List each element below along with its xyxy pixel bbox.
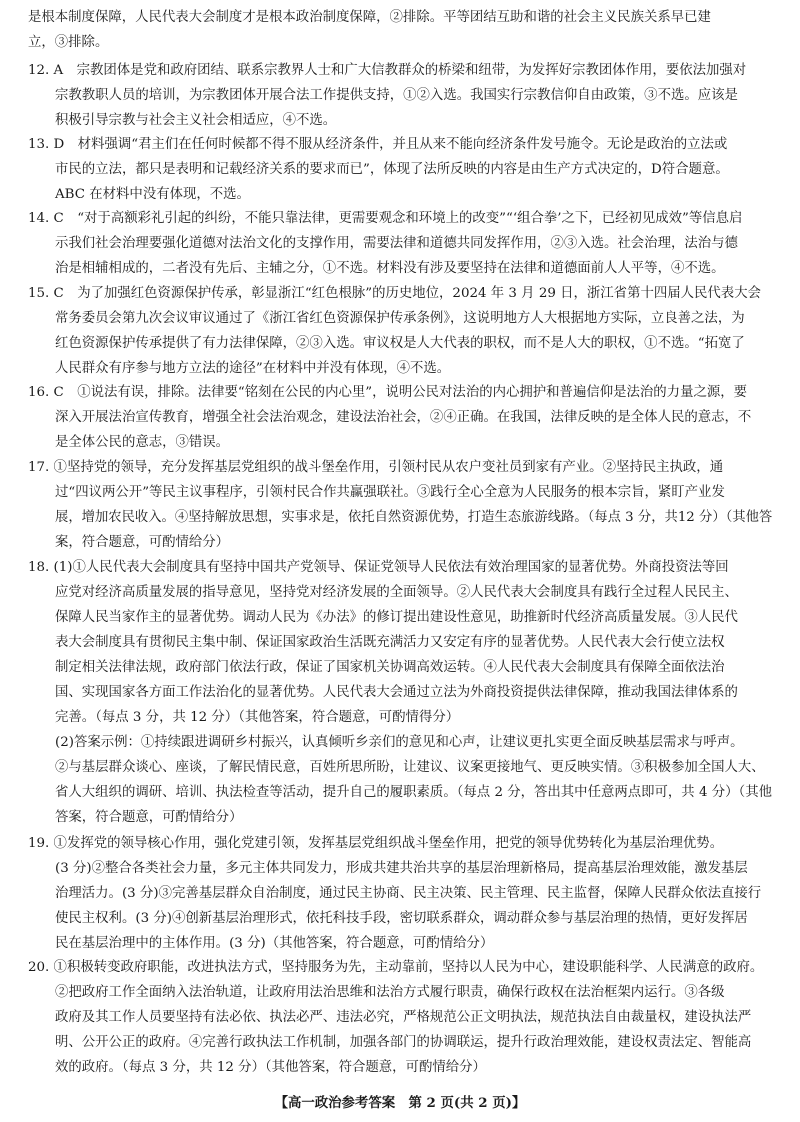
answer-line: 14. C “对于高额彩礼引起的纠纷，不能只靠法律，更需要观念和环境上的改变”“‘组合拳’之下，已经初见成效”等信息启 [28,211,743,226]
answer-line: 深入开展法治宣传教育，增强全社会法治观念，建设法治社会，②④正确。在我国，法律反映的是全体人民的意志，不 [55,410,752,425]
answer-line: 使民主权利。(3 分)④创新基层治理形式，依托科技手段，密切联系群众，调动群众参与基层治理的热情，更好发挥居 [55,911,748,926]
answer-line: 表大会制度具有贯彻民主集中制、保证国家政治生活既充满活力又安定有序的显著优势。人民代表大会行使立法权 [55,635,725,650]
answer-line: 20. ①积极转变政府职能，改进执法方式，坚持服务为先，主动靠前，坚持以人民为中心，建设职能科学、人民满意的政府。 [28,960,764,975]
answer-line: 16. C ①说法有误，排除。法律要“铭刻在公民的内心里”，说明公民对法治的内心拥护和普遍信仰是法治的力量之源，要 [28,385,748,400]
answer-line: 过“四议两公开”等民主议事程序，引领村民合作共赢强联社。③践行全心全意为人民服务的根本宗旨，紧盯产业发 [55,485,725,500]
answer-line: 完善。（每点 3 分，共 12 分）（其他答案，符合题意，可酌情得分） [55,710,460,725]
answer-line: 12. A 宗教团体是党和政府团结、联系宗教界人士和广大信教群众的桥梁和纽带，为发挥好宗教团体作用，要依法加强对 [28,63,747,78]
answer-line: 市民的立法，都只是表明和记载经济关系的要求而已”，体现了法所反映的内容是由生产方式决定的，D符合题意。 [55,162,729,177]
answer-line: 制定相关法律法规，政府部门依法行政，保证了国家机关协调高效运转。④人民代表大会制度具有保障全面依法治 [55,660,725,675]
answer-line: 18. (1)①人民代表大会制度具有坚持中国共产党领导、保证党领导人民依法有效治理国家的显著优势。外商投资法等回 [28,560,729,575]
answer-line: (3 分)②整合各类社会力量，多元主体共同发力，形成共建共治共享的基层治理新格局，提高基层治理效能，激发基层 [55,861,748,876]
answer-line: ②把政府工作全面纳入法治轨道，让政府用法治思维和法治方式履行职责，确保行政权在法治框架内运行。③各级 [55,985,725,1000]
text-line: 立，③排除。 [28,35,109,50]
answer-line: 15. C 为了加强红色资源保护传承，彰显浙江“红色根脉”的历史地位，2024 年 3 月 29 日，浙江省第十四届人民代表大会 [28,286,761,301]
answer-line: 效的政府。（每点 3 分，共 12 分）（其他答案，符合题意，可酌情给分） [55,1060,486,1075]
answer-line: 应党对经济高质量发展的指导意见，坚持党对经济发展的全面领导。②人民代表大会制度具有践行全过程人民民主、 [55,585,738,600]
answer-line: ②与基层群众谈心、座谈，了解民情民意，百姓所思所盼，让建议、议案更接地气、更反映实情。③积极参加全国人大、 [55,760,765,775]
answer-line: 治是相辅相成的，二者没有先后、主辅之分，①不选。材料没有涉及要坚持在法律和道德面前人人平等，④不选。 [55,261,725,276]
answer-line: 国、实现国家各方面工作法治化的显著优势。人民代表大会通过立法为外商投资提供法律保障，推动我国法律体系的 [55,685,738,700]
answer-line: 13. D 材料强调“君主们在任何时候都不得不服从经济条件，并且从来不能向经济条件发号施令。无论是政治的立法或 [28,137,728,152]
answer-line: 是全体公民的意志，③错误。 [55,435,230,450]
answer-line: 19. ①发挥党的领导核心作用，强化党建引领，发挥基层党组织战斗堡垒作用，把党的领导优势转化为基层治理优势。 [28,836,724,851]
answer-line: 17. ①坚持党的领导，充分发挥基层党组织的战斗堡垒作用，引领村民从农户变社员到家有产业。②坚持民主执政，通 [28,460,724,475]
answer-line: 展，增加农民收入。④坚持解放思想，实事求是，依托自然资源优势，打造生态旅游线路。（每点 3 分，共12 分）（其他答 [55,510,773,525]
answer-line: 积极引导宗教与社会主义社会相适应，④不选。 [55,113,337,128]
answer-line: 明、公开公正的政府。④完善行政执法工作机制，加强各部门的协调联运，提升行政治理效能，建设权责法定、智能高 [55,1035,752,1050]
answer-line: 民在基层治理中的主体作用。(3 分)（其他答案，符合题意，可酌情给分） [55,936,494,951]
answer-line: 宗教教职人员的培训，为宗教团体开展合法工作提供支持，①②入选。我国实行宗教信仰自由政策，③不选。应该是 [55,88,738,103]
answer-line: 政府及其工作人员要坚持有法必依、执法必严、违法必究，严格规范公正文明执法，规范执法自由裁量权，建设执法严 [55,1010,752,1025]
answer-line: 答案，符合题意，可酌情给分） [55,810,243,825]
answer-line: 案，符合题意，可酌情给分） [55,535,230,550]
answer-line: 常务委员会第九次会议审议通过了《浙江省红色资源保护传承条例》，这说明地方人大根据地方实际，立良善之法，为 [55,311,745,326]
answer-line: 红色资源保护传承提供了有力法律保障，②③入选。审议权是人大代表的职权，而不是人大的职权，①不选。“拓宽了 [55,336,745,351]
answer-line: 保障人民当家作主的显著优势。调动人民为《办法》的修订提出建设性意见，助推新时代经济高质量发展。③人民代 [55,610,738,625]
answer-line: 省人大组织的调研、培训、执法检查等活动，提升自己的履职素质。（每点 2 分，答出其中任意两点即可，共 4 分）（其他 [55,785,772,800]
page-footer: 【高一政治参考答案 第 2 页(共 2 页)】 [274,1095,526,1111]
answer-line: ABC 在材料中没有体现，不选。 [55,187,250,202]
answer-line: 示我们社会治理要强化道德对法治文化的支撑作用，需要法律和道德共同发挥作用，②③入选。社会治理，法治与德 [55,236,738,251]
answer-line: 人民群众有序参与地方立法的途径”在材料中并没有体现，④不选。 [55,361,451,376]
answer-line: (2)答案示例：①持续跟进调研乡村振兴，认真倾听乡亲们的意见和心声，让建议更扎实更全面反映基层需求与呼声。 [55,735,744,750]
answer-line: 治理活力。(3 分)③完善基层群众自治制度，通过民主协商、民主决策、民主管理、民主监督，保障人民群众依法直接行 [55,886,762,901]
text-line: 是根本制度保障，人民代表大会制度才是根本政治制度保障，②排除。平等团结互助和谐的社会主义民族关系早已建 [28,10,711,25]
